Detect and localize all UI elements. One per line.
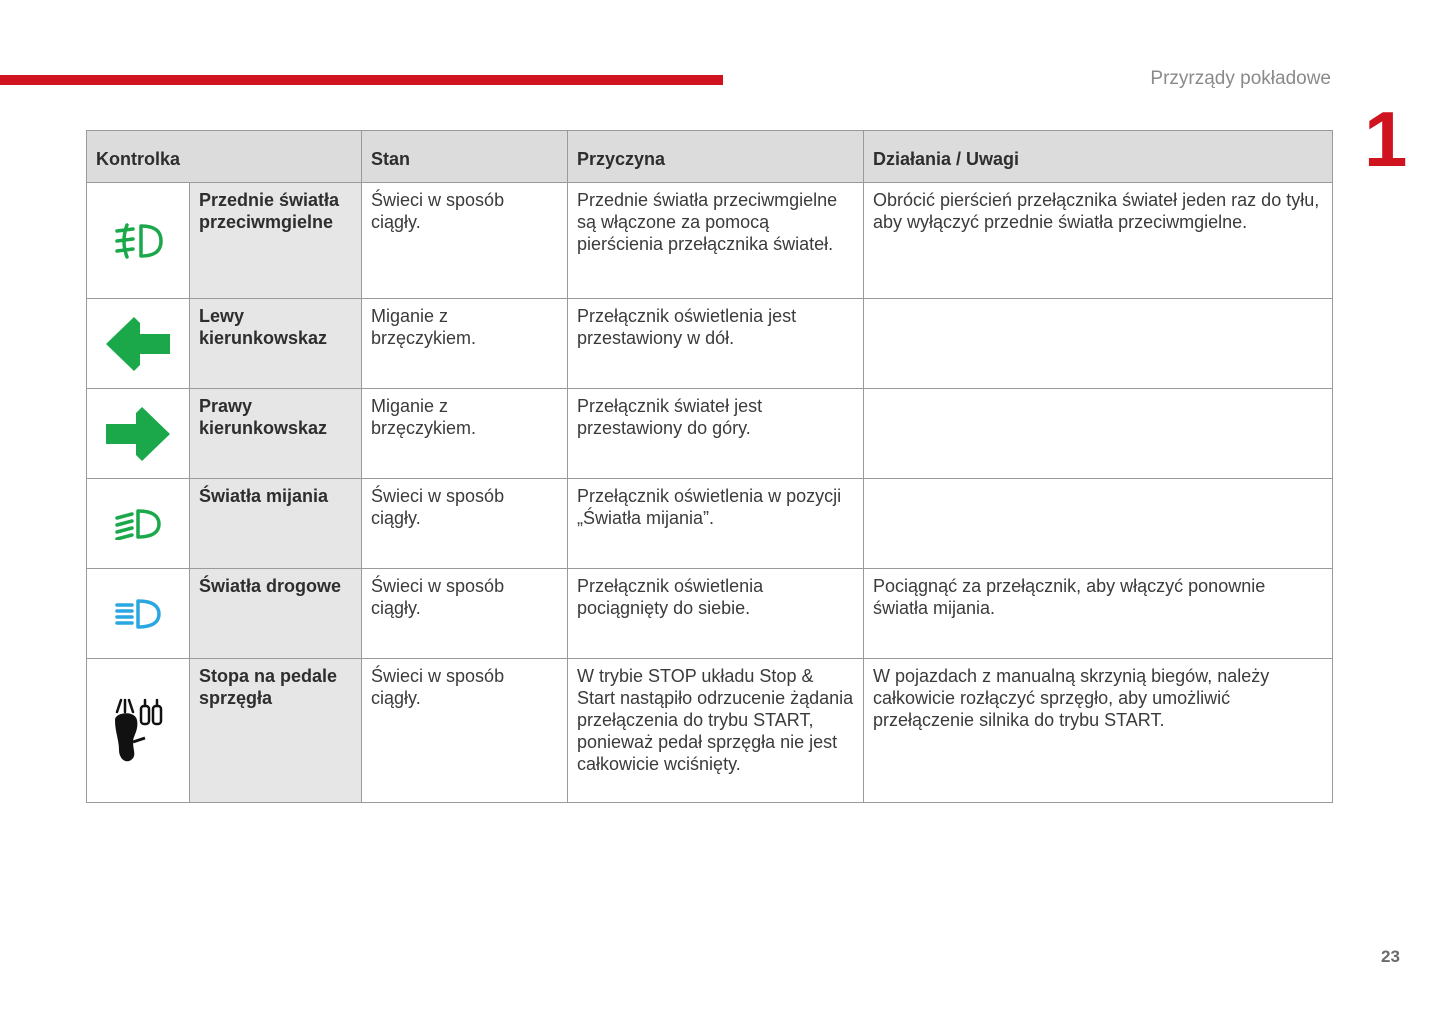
section-title: Przyrządy pokładowe (1150, 68, 1331, 89)
table-row (87, 299, 1333, 389)
table-row (87, 659, 1333, 803)
main-beam-icon (87, 569, 190, 659)
state-cell: Miganie z brzęczykiem. (362, 389, 568, 479)
header-state: Stan (362, 131, 568, 183)
table-row (87, 569, 1333, 659)
action-cell: W pojazdach z manualną skrzynią biegów, należy całkowicie rozłączyć sprzęgło, aby umożliwić przełączenie silnika do trybu START. (864, 659, 1333, 803)
indicator-name: Światła drogowe (190, 569, 362, 659)
chapter-number: 1 (1364, 95, 1408, 183)
indicator-name: Przednie światła przeciwmgielne (190, 183, 362, 299)
cause-cell: Przełącznik oświetlenia w pozycji „Światła mijania”. (568, 479, 864, 569)
state-cell: Świeci w sposób ciągły. (362, 569, 568, 659)
cause-cell: Przełącznik oświetlenia jest przestawiony w dół. (568, 299, 864, 389)
indicator-name: Prawy kierunkowskaz (190, 389, 362, 479)
header-indicator: Kontrolka (87, 131, 362, 183)
action-cell (864, 479, 1333, 569)
front-fog-lamp-icon (87, 183, 190, 299)
action-cell: Obrócić pierścień przełącznika świateł jeden raz do tyłu, aby wyłączyć przednie światła przeciwmgielne. (864, 183, 1333, 299)
state-cell: Świeci w sposób ciągły. (362, 183, 568, 299)
foot-on-clutch-icon (87, 659, 190, 803)
state-cell: Świeci w sposób ciągły. (362, 659, 568, 803)
action-cell (864, 389, 1333, 479)
cause-cell: Przełącznik oświetlenia pociągnięty do siebie. (568, 569, 864, 659)
indicator-name: Lewy kierunkowskaz (190, 299, 362, 389)
dipped-beam-icon (87, 479, 190, 569)
table-header-row (87, 131, 1333, 183)
table-row (87, 183, 1333, 299)
action-cell: Pociągnąć za przełącznik, aby włączyć ponownie światła mijania. (864, 569, 1333, 659)
page-number: 23 (1381, 947, 1400, 966)
left-arrow-icon (87, 299, 190, 389)
action-cell (864, 299, 1333, 389)
warning-lights-table (86, 130, 1333, 803)
indicator-name: Stopa na pedale sprzęgła (190, 659, 362, 803)
cause-cell: Przełącznik świateł jest przestawiony do góry. (568, 389, 864, 479)
table-row (87, 389, 1333, 479)
right-arrow-icon (87, 389, 190, 479)
state-cell: Świeci w sposób ciągły. (362, 479, 568, 569)
header-cause: Przyczyna (568, 131, 864, 183)
header-red-bar (0, 75, 723, 85)
state-cell: Miganie z brzęczykiem. (362, 299, 568, 389)
cause-cell: W trybie STOP układu Stop & Start nastąpiło odrzucenie żądania przełączenia do trybu START, ponieważ pedał sprzęgła nie jest całkowicie wciśnięty. (568, 659, 864, 803)
cause-cell: Przednie światła przeciwmgielne są włączone za pomocą pierścienia przełącznika świateł. (568, 183, 864, 299)
header-action: Działania / Uwagi (864, 131, 1333, 183)
indicator-name: Światła mijania (190, 479, 362, 569)
table-row (87, 479, 1333, 569)
